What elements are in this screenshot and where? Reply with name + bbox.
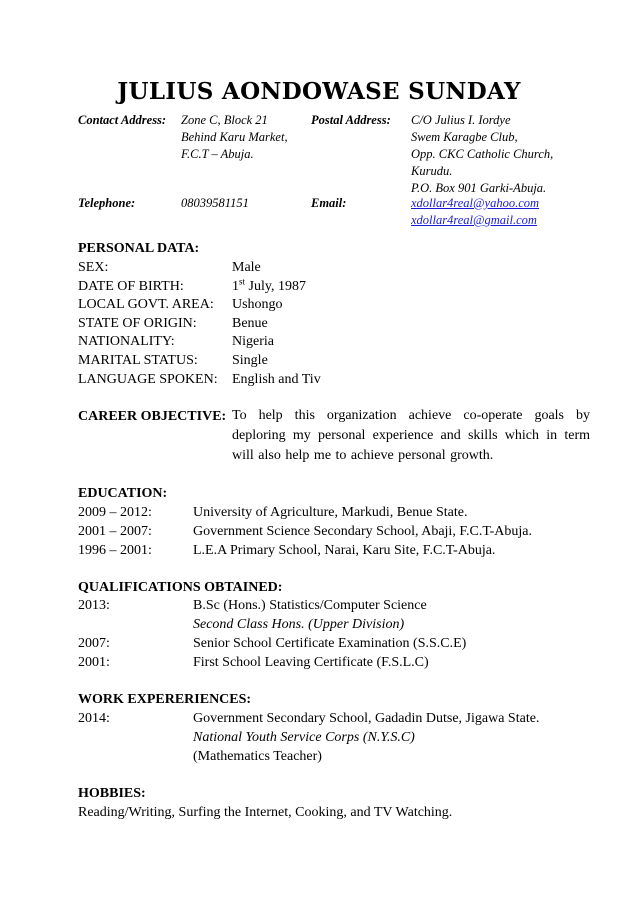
nationality-value: Nigeria (232, 334, 274, 349)
sex-label: SEX: (78, 260, 109, 275)
hobbies-heading: HOBBIES: (78, 786, 146, 801)
education-school: Government Science Secondary School, Abaji, F.C.T-Abuja. (193, 524, 532, 539)
qualifications-heading: QUALIFICATIONS OBTAINED: (78, 580, 283, 595)
qualification-year: 2013: (78, 598, 110, 613)
work-program: National Youth Service Corps (N.Y.S.C) (193, 730, 415, 745)
education-period: 2009 – 2012: (78, 505, 152, 520)
sex-value: Male (232, 260, 261, 275)
qualification-title: First School Leaving Certificate (F.S.L.C) (193, 655, 429, 670)
work-place: Government Secondary School, Gadadin Dutse, Jigawa State. (193, 711, 540, 726)
qualification-title: B.Sc (Hons.) Statistics/Computer Science (193, 598, 427, 613)
work-role: (Mathematics Teacher) (193, 749, 322, 764)
postal-address-line: Swem Karagbe Club, (411, 130, 518, 144)
postal-address-line: Opp. CKC Catholic Church, (411, 147, 554, 161)
contact-address-line: F.C.T – Abuja. (181, 147, 254, 161)
nationality-label: NATIONALITY: (78, 334, 175, 349)
career-objective-heading: CAREER OBJECTIVE: (78, 409, 227, 424)
work-experience-heading: WORK EXPERERIENCES: (78, 692, 252, 707)
contact-address-line: Behind Karu Market, (181, 130, 288, 144)
education-period: 1996 – 2001: (78, 543, 152, 558)
dob-value: 1st July, 1987 (232, 276, 306, 294)
qualification-note: Second Class Hons. (Upper Division) (193, 617, 405, 632)
lga-value: Ushongo (232, 297, 283, 312)
qualification-year: 2007: (78, 636, 110, 651)
marital-label: MARITAL STATUS: (78, 353, 198, 368)
resume-name: JULIUS AONDOWASE SUNDAY (117, 78, 521, 105)
language-value: English and Tiv (232, 372, 321, 387)
personal-data-heading: PERSONAL DATA: (78, 241, 200, 256)
work-year: 2014: (78, 711, 110, 726)
qualification-title: Senior School Certificate Examination (S.S.C.E) (193, 636, 467, 651)
marital-value: Single (232, 353, 268, 368)
education-school: University of Agriculture, Markudi, Benue State. (193, 505, 468, 520)
education-school: L.E.A Primary School, Narai, Karu Site, F.C.T-Abuja. (193, 543, 496, 558)
telephone-label: Telephone: (78, 196, 136, 210)
postal-address-label: Postal Address: (311, 113, 391, 127)
education-heading: EDUCATION: (78, 486, 168, 501)
state-label: STATE OF ORIGIN: (78, 316, 197, 331)
email-link-yahoo[interactable]: xdollar4real@yahoo.com (411, 196, 540, 210)
telephone-value: 08039581151 (181, 196, 249, 210)
postal-address-line: P.O. Box 901 Garki-Abuja. (411, 181, 547, 195)
contact-address-label: Contact Address: (78, 113, 167, 127)
language-label: LANGUAGE SPOKEN: (78, 372, 218, 387)
email-label: Email: (311, 196, 347, 210)
state-value: Benue (232, 316, 268, 331)
postal-address-line: Kurudu. (411, 164, 453, 178)
qualification-year: 2001: (78, 655, 110, 670)
email-link-gmail[interactable]: xdollar4real@gmail.com (411, 213, 537, 227)
education-period: 2001 – 2007: (78, 524, 152, 539)
hobbies-text: Reading/Writing, Surfing the Internet, Cooking, and TV Watching. (78, 805, 453, 820)
career-objective-text: To help this organization achieve co-operate goals by deploring my personal experience and skills which in term will also help me to achieve personal growth. (232, 408, 590, 463)
lga-label: LOCAL GOVT. AREA: (78, 297, 214, 312)
dob-label: DATE OF BIRTH: (78, 279, 184, 294)
postal-address-line: C/O Julius I. Iordye (411, 113, 511, 127)
contact-address-line: Zone C, Block 21 (181, 113, 268, 127)
